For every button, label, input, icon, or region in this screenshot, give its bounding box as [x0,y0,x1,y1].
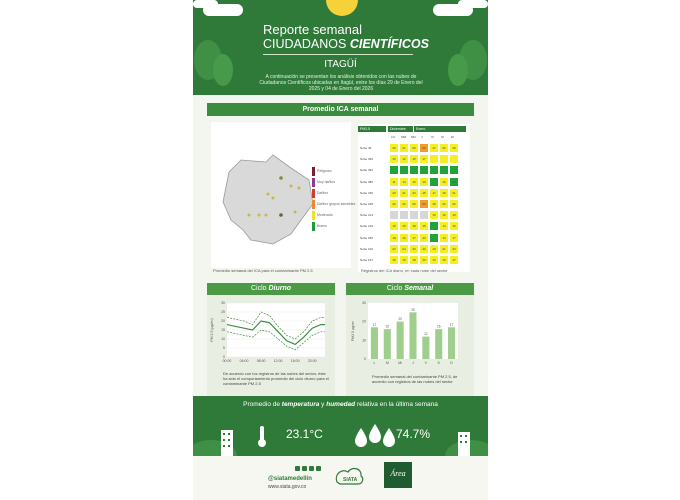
twitter-icon[interactable] [302,466,307,471]
table-row-label: Nube 167 [360,258,374,262]
table-day-label: J [421,135,423,139]
x-tick-label: 16:00 [290,359,300,363]
table-cell: 15 [390,155,398,163]
table-cell: 16 [450,222,458,230]
legend-swatch [312,211,315,220]
table-day-label: LN [391,135,395,139]
x-tick-label: 12:00 [273,359,283,363]
table-row-label: Nube 214 [360,213,374,218]
table-cell [390,211,398,219]
diurno-title: Ciclo Diurno [207,283,335,295]
table-cell: 16 [420,178,428,186]
table-cell: 16 [390,256,398,264]
table-cell: 17 [450,178,458,186]
building-left-icon [221,430,233,456]
table-cell: 22 [390,245,398,253]
table-cell [400,211,408,219]
y-tick-label: 15 [221,328,225,332]
temperature-value: 23.1°C [286,427,323,441]
bar [371,327,378,359]
table-header-month: Diciembre [388,126,413,132]
table-row-label: Nube 219 [360,224,374,229]
droplet-icon [383,428,395,447]
table-cell: 16 [410,178,418,186]
legend-swatch [312,200,315,209]
website-link[interactable]: www.siata.gov.co [268,484,307,490]
table-cell: 18 [410,256,418,264]
table-cell: 20 [420,256,428,264]
table-cell [430,166,438,174]
table-cell: 15 [440,256,448,264]
x-tick-label: Mi [398,361,402,365]
table-cell: 16 [400,256,408,264]
building-right-icon [458,432,470,456]
table-cell [410,211,418,219]
ica-table [358,124,470,272]
table-cell: 22 [420,234,428,242]
table-cell: 26 [420,144,428,152]
table-cell: 23 [410,200,418,208]
bar-value-label: 16 [436,324,441,329]
table-cell [420,166,428,174]
x-tick-label: J [412,361,414,365]
table-day-label: DI [451,135,454,139]
y-axis-label: PM2.5 µg/m³ [351,320,355,342]
table-cell: 21 [450,189,458,197]
bar [422,337,429,359]
table-cell: 17 [430,189,438,197]
location-title: ITAGÜÍ [324,59,357,70]
bar-value-label: 16 [385,324,390,329]
y-tick-label: 5 [223,346,225,350]
table-cell: 14 [440,222,448,230]
title-divider [263,54,413,55]
table-row-label: Nube 192 [360,246,374,251]
bar-value-label: 12 [424,332,428,337]
table-cell: 20 [390,144,398,152]
table-day-label: MO [411,135,416,139]
table-cell: 19 [430,200,438,208]
legend-label: Peligroso [317,169,332,173]
x-tick-label: S [437,361,440,365]
y-tick-label: 25 [221,310,225,314]
report-subtitle: CIUDADANOS CIENTÍFICOS [263,37,429,51]
table-cell: 15 [410,155,418,163]
bar-value-label: 17 [449,322,454,327]
table-cell [400,166,408,174]
table-cell [390,166,398,174]
area-logo-text: Área [390,469,406,478]
x-tick-label: 00:00 [222,359,232,363]
table-cell: 25 [420,189,428,197]
table-row-label: Nube 230 [360,190,374,195]
x-tick-label: 08:00 [256,359,266,363]
table-cell: 19 [450,144,458,152]
table-header-pm: PM2.5 [358,126,386,132]
table-cell: 23 [450,245,458,253]
bar-value-label: 20 [398,317,402,322]
table-cell [430,222,438,230]
weather-title: Promedio de temperatura y humedad relativa en la última semana [243,401,438,408]
table-cell: 13 [430,256,438,264]
table-cell: 22 [390,200,398,208]
table-cell: 14 [440,234,448,242]
table-cell: 23 [420,245,428,253]
y-tick-label: 0 [223,355,225,359]
instagram-icon[interactable] [309,466,314,471]
y-tick-label: 10 [362,338,366,343]
table-cell: 17 [420,155,428,163]
table-cell [420,211,428,219]
legend-swatch [312,167,315,176]
table-day-label: VI [431,135,434,139]
y-tick-label: 30 [221,301,225,305]
table-cell: 21 [400,189,408,197]
table-cell [440,155,448,163]
table-cell: 23 [410,144,418,152]
y-axis-label: PM 2.5 (µg/m³) [210,318,214,342]
table-cell: 22 [450,200,458,208]
table-cell: 24 [420,200,428,208]
cloud-decoration [458,0,488,8]
semanal-caption: Promedio semanal del contaminante PM 2.5, de acuerdo con registros de las nubes del sector [372,374,458,384]
table-cell: 22 [440,200,448,208]
table-cell: 20 [440,144,448,152]
table-header-month: Enero [414,126,466,132]
table-cell [430,234,438,242]
table-cell: 18 [410,222,418,230]
table-row-label: Nube 256 [360,235,374,240]
area-metropolitana-logo [384,462,412,488]
table-cell: 21 [400,144,408,152]
legend-label: Bueno [317,224,328,228]
table-cell [430,155,438,163]
bar [448,327,455,359]
table-cell: 22 [400,200,408,208]
table-cell: 16 [400,234,408,242]
table-cell [450,155,458,163]
droplet-icon [369,424,381,443]
table-cell [450,166,458,174]
weather-illustration [193,414,488,456]
table-cell: 24 [400,245,408,253]
itagui-map [211,122,351,268]
report-poster [193,0,488,500]
youtube-icon[interactable] [316,466,321,471]
table-cell: 18 [390,234,398,242]
table-cell [430,178,438,186]
table-cell: 21 [440,245,448,253]
semanal-title: Ciclo Semanal [346,283,474,295]
table-cell: 20 [390,189,398,197]
facebook-icon[interactable] [295,466,300,471]
table-cell: 19 [430,245,438,253]
legend-swatch [312,189,315,198]
table-cell: 11 [390,178,398,186]
x-tick-label: L [373,361,376,365]
table-cell: 20 [410,245,418,253]
legend-swatch [312,178,315,187]
x-tick-label: D [450,361,453,365]
map-shape [211,122,351,268]
table-row-label: Nube 228 [360,202,374,206]
bar [397,322,404,359]
table-cell: 15 [420,222,428,230]
bar-value-label: 25 [411,307,415,312]
legend-label: Muy dañino [317,180,336,184]
cloud-decoration [193,0,218,8]
footer [193,456,488,500]
legend-label: Dañino [317,191,329,195]
table-cell: 16 [440,178,448,186]
table-caption: Registros del ICA diario, en cada nube del sector [361,268,448,273]
table-cell: 17 [410,234,418,242]
table-cell: 14 [400,178,408,186]
humidity-value: 74.7% [396,427,431,441]
table-cell: 17 [450,234,458,242]
y-tick-label: 20 [221,319,225,323]
table-cell: 16 [390,222,398,230]
table-cell [410,166,418,174]
table-row-label: Nube 46 [360,146,372,150]
x-tick-label: 20:00 [307,359,317,363]
table-cell: 12 [400,155,408,163]
bar-value-label: 17 [372,322,377,327]
y-tick-label: 20 [362,319,366,324]
report-title: Reporte semanal [263,22,362,37]
table-cell [440,166,448,174]
sun-icon [326,0,358,16]
x-tick-label: V [424,361,428,365]
table-cell: 16 [440,211,448,219]
y-tick-label: 30 [362,301,366,305]
diurno-chart [207,297,335,373]
table-cell: 17 [450,256,458,264]
table-cell: 19 [450,211,458,219]
table-row-label: Nube 366 [360,157,374,162]
ica-section-title: Promedio ICA semanal [207,103,474,116]
table-cell: 15 [400,222,408,230]
table-cell: 23 [410,189,418,197]
legend-label: Moderado [317,213,333,217]
table-cell: 17 [430,144,438,152]
table-row-label: Nube 380 [360,179,374,184]
siata-logo-text: SIATA [343,477,358,483]
table-day-label: MW [401,135,407,139]
social-handle[interactable]: @siatamedellin [268,476,312,482]
table-cell: 19 [440,189,448,197]
bar [409,312,416,359]
semanal-chart [346,297,474,373]
legend-swatch [312,222,315,231]
diurno-panel [207,283,335,396]
intro-text: A continuación se presentan los análisis obtenidos con las nubes de Ciudadanos Científicos ubicadas en Itagüí, entre los días 29 de Enero del 2025 y 04 de Enero del 2026 [259,74,423,92]
x-tick-label: 04:00 [239,359,249,363]
table-day-label: SI [441,135,444,139]
y-tick-label: 0 [364,357,366,361]
weather-section [193,396,488,456]
bar [435,329,442,359]
y-tick-label: 10 [221,337,225,341]
bar [384,329,391,359]
semanal-panel [346,283,474,396]
x-tick-label: M [385,361,389,365]
diurno-caption: De acuerdo con los registros de las nubes del sector, éste ha sido el comportamiento promedio del ciclo diurno para el contaminante PM 2.5 [223,371,329,386]
droplet-icon [355,428,367,447]
table-row-label: Nube 392 [360,168,374,173]
legend-label: Dañino grupos sensibles [317,202,356,206]
header [193,0,488,95]
table-cell: 19 [430,211,438,219]
map-caption: Promedio semanal del ICA para el contaminante PM 2.5 [213,268,313,273]
